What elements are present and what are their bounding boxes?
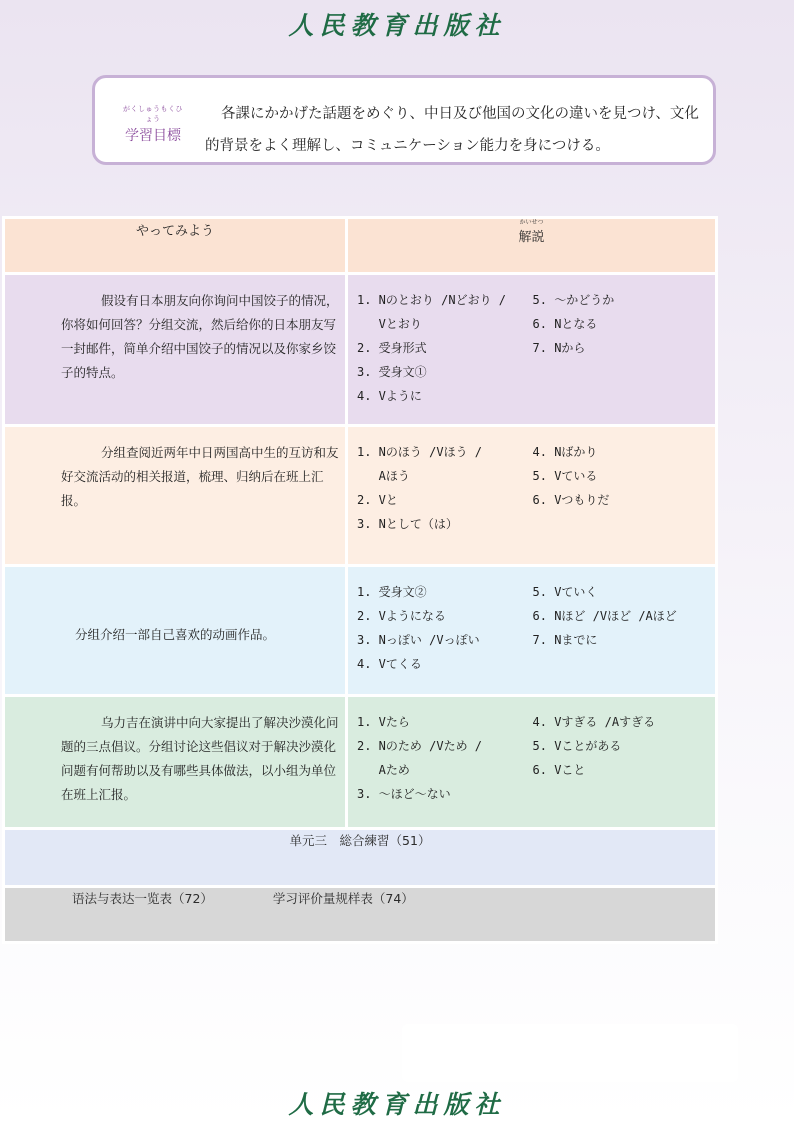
appendix-grammar-list: 语法与表达一览表（72） [72, 891, 213, 906]
grammar-item: Vとおり [357, 317, 422, 331]
grammar-item: 6. Nほど /Vほど /Aほど [532, 609, 677, 623]
header-task-cell [4, 218, 347, 274]
grammar-item: 3. ～ほど～ない [357, 787, 451, 801]
grammar-item: 7. Nまでに [532, 633, 598, 647]
grammar-cell [347, 274, 717, 426]
learning-goal-box [92, 75, 716, 165]
table-row [4, 274, 717, 426]
grammar-item: 1. 受身文② [357, 585, 427, 599]
grammar-item: 3. 受身文① [357, 365, 427, 379]
grammar-item: 2. 受身形式 [357, 341, 427, 355]
grammar-item: 5. Vている [532, 469, 598, 483]
task-cell: 假设有日本朋友向你询问中国饺子的情况，你将如何回答？分组交流，然后给你的日本朋友写一封邮件，简单介绍中国饺子的情况以及你家乡饺子的特点。 [4, 274, 347, 426]
unit-summary-cell: 单元三 総合練習（51） [4, 829, 717, 887]
unit-summary-row [4, 829, 717, 887]
grammar-item: 6. Vこと [532, 763, 586, 777]
publisher-logo-bottom: 人民教育出版社 [288, 1090, 506, 1119]
grammar-item: 1. Vたら [357, 715, 410, 729]
grammar-item: 2. Vと [357, 493, 398, 507]
grammar-item: 5. ～かどうか [532, 293, 615, 307]
grammar-item: 3. Nとして（は） [357, 517, 458, 531]
grammar-item: Aほう [357, 469, 410, 483]
grammar-item: 4. Vてくる [357, 657, 422, 671]
grammar-item: 4. Nばかり [532, 445, 598, 459]
table-row [4, 696, 717, 829]
grammar-item: 6. Vつもりだ [532, 493, 610, 507]
header-task-label: やってみよう [135, 224, 214, 239]
grammar-item: 2. Nのため /Vため / [357, 739, 483, 753]
grammar-item: 6. Nとなる [532, 317, 598, 331]
grammar-item: 5. Vことがある [532, 739, 622, 753]
grammar-item: 4. Vように [357, 389, 422, 403]
grammar-item: 2. Vようになる [357, 609, 446, 623]
grammar-item: Aため [357, 763, 410, 777]
grammar-cell [347, 566, 717, 696]
appendix-cell [4, 887, 717, 943]
header-grammar-label: 解説 [518, 230, 545, 245]
learning-goal-label [121, 104, 185, 145]
task-cell: 分组查阅近两年中日两国高中生的互访和友好交流活动的相关报道，梳理、归纳后在班上汇报。 [4, 426, 347, 566]
grammar-cell [347, 426, 717, 566]
grammar-item: 1. Nのとおり /Nどおり / [357, 293, 507, 307]
table-row [4, 566, 717, 696]
table-row [4, 426, 717, 566]
goal-label-ruby: がくしゅうもくひょう [123, 105, 183, 123]
blank-area [402, 1024, 738, 1082]
grammar-item: 1. Nのほう /Vほう / [357, 445, 483, 459]
table-header-row [4, 218, 717, 274]
goal-label-text: 学習目標 [125, 128, 181, 144]
header-grammar-cell [347, 218, 717, 274]
header-grammar-ruby: かいせつ [519, 219, 544, 226]
learning-goal-text: 各課にかかげた話題をめぐり、中日及び他国の文化の違いを見つけ、文化的背景をよく理解し、コミュニケーション能力を身につける。 [205, 106, 699, 154]
grammar-item: 7. Nから [532, 341, 586, 355]
grammar-item: 3. Nっぽい /Vっぽい [357, 633, 480, 647]
grammar-cell [347, 696, 717, 829]
task-cell: 乌力吉在演讲中向大家提出了解决沙漠化问题的三点倡议。分组讨论这些倡议对于解决沙漠化问题有何帮助以及有哪些具体做法，以小组为单位在班上汇报。 [4, 696, 347, 829]
publisher-logo-top: 人民教育出版社 [288, 11, 506, 40]
appendix-row [4, 887, 717, 943]
contents-table [2, 216, 718, 944]
appendix-rubric: 学习评价量规样表（74） [272, 891, 414, 906]
grammar-item: 4. Vすぎる /Aすぎる [532, 715, 656, 729]
grammar-item: 5. Vていく [532, 585, 598, 599]
task-cell: 分组介绍一部自己喜欢的动画作品。 [4, 566, 347, 696]
